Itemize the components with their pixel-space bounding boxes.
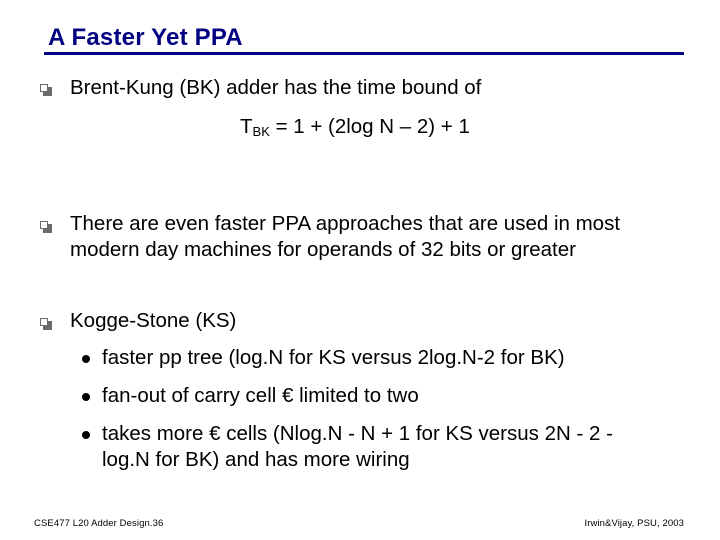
sub-bullet-text: fan-out of carry cell € limited to two [102, 384, 419, 407]
formula [240, 114, 470, 145]
bullet-text: Brent-Kung (BK) adder has the time bound of [70, 76, 482, 99]
round-bullet-icon [82, 355, 90, 363]
round-bullet-icon [82, 431, 90, 439]
formula-expression: = 1 + (2log N – 2) + 1 [269, 115, 470, 138]
square-bullet-icon [40, 84, 52, 96]
footer-course-label: CSE477 L20 Adder Design.36 [34, 518, 164, 529]
title-underline [44, 52, 684, 55]
bullet-text: Kogge-Stone (KS) [70, 309, 237, 332]
formula-t: T [240, 115, 253, 138]
slide-title: A Faster Yet PPA [48, 24, 243, 51]
square-bullet-icon [40, 318, 52, 330]
bullet-text: There are even faster PPA approaches that are used in most modern day machines for operands of 32 bits or greater [70, 212, 621, 261]
round-bullet-icon [82, 393, 90, 401]
formula-subscript: BK [252, 124, 270, 139]
square-bullet-icon [40, 221, 52, 233]
sub-bullet-text: takes more € cells (Nlog.N - N + 1 for KS versus 2N - 2 - log.N for BK) and has more wiring [102, 422, 613, 471]
sub-bullet-text: faster pp tree (log.N for KS versus 2log.N-2 for BK) [102, 346, 565, 369]
footer-credit: Irwin&Vijay, PSU, 2003 [584, 518, 684, 529]
